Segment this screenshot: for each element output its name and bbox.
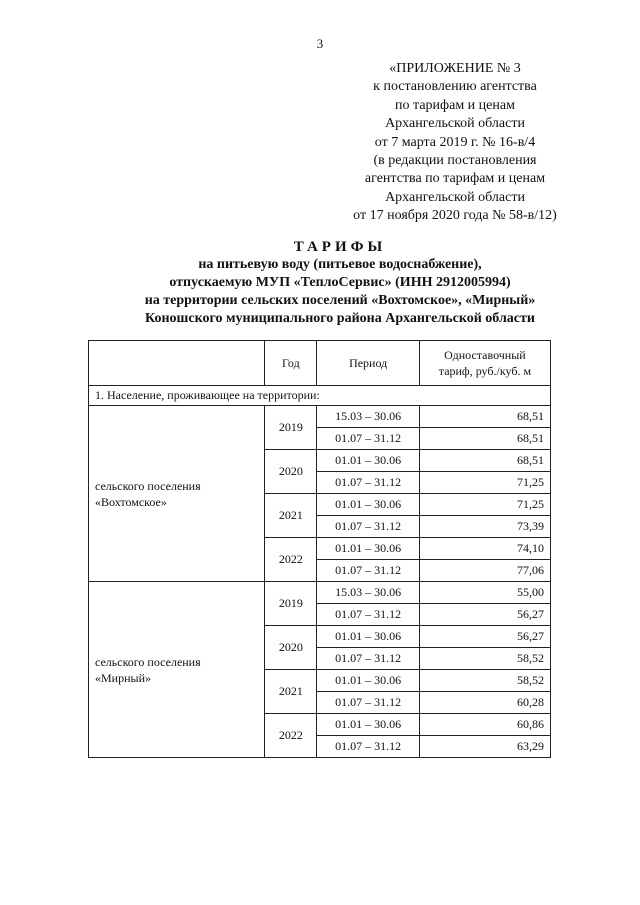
year-cell: 2019: [265, 406, 317, 450]
period-cell: 01.07 – 31.12: [317, 604, 419, 626]
tariff-cell: 71,25: [419, 494, 550, 516]
year-cell: 2022: [265, 714, 317, 758]
appendix-line: (в редакции постановления: [373, 153, 537, 169]
year-cell: 2020: [265, 450, 317, 494]
tariff-cell: 77,06: [419, 560, 550, 582]
year-cell: 2021: [265, 494, 317, 538]
settlement-name: сельского поселения «Вохтомское»: [89, 406, 265, 582]
period-cell: 01.07 – 31.12: [317, 428, 419, 450]
period-cell: 01.01 – 30.06: [317, 714, 419, 736]
tariff-cell: 56,27: [419, 604, 550, 626]
year-cell: 2019: [265, 582, 317, 626]
period-cell: 01.07 – 31.12: [317, 648, 419, 670]
tariff-cell: 60,86: [419, 714, 550, 736]
period-cell: 15.03 – 30.06: [317, 406, 419, 428]
section-row: [89, 386, 551, 406]
title-line: на питьевую воду (питьевое водоснабжение),: [198, 257, 482, 272]
period-cell: 01.01 – 30.06: [317, 538, 419, 560]
period-cell: 15.03 – 30.06: [317, 582, 419, 604]
title-line: отпускаемую МУП «ТеплоСервис» (ИНН 2912005994): [169, 275, 511, 290]
tariff-cell: 68,51: [419, 406, 550, 428]
tariff-cell: 68,51: [419, 450, 550, 472]
appendix-line: Архангельской области: [385, 116, 525, 132]
header-year: Год: [265, 341, 317, 386]
tariff-cell: 73,39: [419, 516, 550, 538]
appendix-line: от 7 марта 2019 г. № 16-в/4: [374, 134, 536, 150]
appendix-line: от 17 ноября 2020 года № 58-в/12): [353, 208, 557, 224]
period-cell: 01.07 – 31.12: [317, 692, 419, 714]
title-heading: ТАРИФЫ: [293, 239, 387, 255]
title-line: на территории сельских поселений «Вохтомское», «Мирный»: [144, 293, 536, 308]
appendix-line: агентства по тарифам и ценам: [364, 171, 546, 187]
year-cell: 2020: [265, 626, 317, 670]
header-tariff: Одноставочный тариф, руб./куб. м: [419, 341, 550, 386]
period-cell: 01.07 – 31.12: [317, 560, 419, 582]
document-title: [60, 238, 620, 328]
appendix-line: к постановлению агентства: [373, 79, 537, 95]
tariff-table: [88, 340, 551, 758]
year-cell: 2022: [265, 538, 317, 582]
table-row: [89, 406, 551, 428]
section-label: 1. Население, проживающее на территории:: [89, 386, 551, 406]
tariff-cell: 58,52: [419, 648, 550, 670]
period-cell: 01.01 – 30.06: [317, 670, 419, 692]
page-number: 3: [316, 36, 324, 51]
settlement-name: сельского поселения «Мирный»: [89, 582, 265, 758]
appendix-line: по тарифам и ценам: [395, 97, 515, 113]
appendix-header: [335, 60, 575, 226]
header-blank: [89, 341, 265, 386]
header-period: Период: [317, 341, 419, 386]
period-cell: 01.07 – 31.12: [317, 472, 419, 494]
period-cell: 01.01 – 30.06: [317, 450, 419, 472]
appendix-line: «ПРИЛОЖЕНИЕ № 3: [389, 61, 521, 76]
table-header-row: [89, 341, 551, 386]
tariff-cell: 74,10: [419, 538, 550, 560]
year-cell: 2021: [265, 670, 317, 714]
tariff-cell: 58,52: [419, 670, 550, 692]
tariff-cell: 55,00: [419, 582, 550, 604]
tariff-cell: 71,25: [419, 472, 550, 494]
period-cell: 01.01 – 30.06: [317, 626, 419, 648]
period-cell: 01.07 – 31.12: [317, 736, 419, 758]
tariff-cell: 60,28: [419, 692, 550, 714]
table-row: [89, 582, 551, 604]
tariff-cell: 56,27: [419, 626, 550, 648]
period-cell: 01.07 – 31.12: [317, 516, 419, 538]
title-line: Коношского муниципального района Архангельской области: [145, 311, 535, 326]
appendix-line: Архангельской области: [385, 189, 525, 205]
period-cell: 01.01 – 30.06: [317, 494, 419, 516]
tariff-cell: 63,29: [419, 736, 550, 758]
tariff-cell: 68,51: [419, 428, 550, 450]
